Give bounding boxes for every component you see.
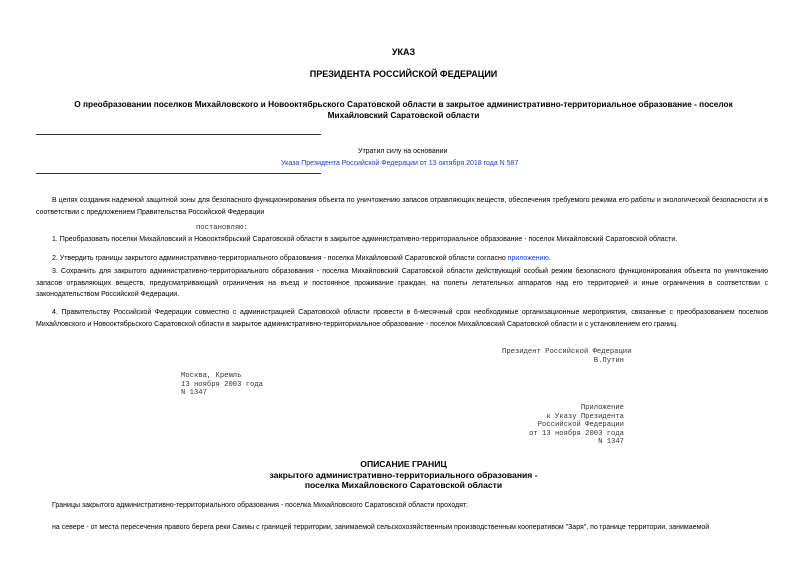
issuer-title: ПРЕЗИДЕНТА РОССИЙСКОЙ ФЕДЕРАЦИИ [309, 69, 498, 79]
appendix-title-line3: поселка Михайловского Саратовской области [304, 480, 503, 490]
paragraph-3: 3. Сохранить для закрытого административно-территориального образования - поселка Михайловский Саратовской области действующий особый режим безопасного функционирования объекта по уничтожению запасов отравляющих веществ, предусматривающий ограничения на въезд и постоянное проживание граждан, на полеты летательных аппаратов над его территорией и иные ограничения в соответствии с законодательством Российской Федерации. [36, 268, 768, 298]
appendix-ref-line4: от 13 ноября 2003 года [529, 429, 624, 438]
number: N 1347 [181, 389, 207, 398]
appendix-ref-line5: N 1347 [598, 438, 624, 447]
boundary-intro: Границы закрытого административно-территориального образования - поселка Михайловского Саратовской области проходят: [52, 502, 469, 509]
place-date-block [181, 372, 263, 398]
paragraph-2-end: . [548, 255, 551, 262]
paragraph-1: 1. Преобразовать поселки Михайловский и Новооктябрьский Саратовской области в закрытое административно-территориальное образование - поселок Михайловский Саратовской области. [52, 236, 678, 243]
repeal-link[interactable]: Указа Президента Российской Федерации от 13 октября 2018 года N 587 [281, 160, 519, 167]
preamble: В целях создания надежной защитной зоны для безопасного функционирования объекта по уничтожению запасов отравляющих веществ, обеспечения требуемого режима его работы и экологической безопасности и в соответствии с предложением Правительства Российской Федерации [36, 197, 768, 216]
paragraph-2 [52, 253, 768, 265]
boundary-north: на севере - от места пересечения правого берега реки Сакмы с границей территории, занимаемой сельскохозяйственным производственным кооперативом "Заря", по границе территории, занимаемой [52, 524, 710, 531]
appendix-reference [520, 404, 624, 447]
signature-block [502, 348, 632, 365]
doc-type-title: УКАЗ [391, 47, 416, 57]
document-name [0, 99, 807, 121]
appendix-title-line1: ОПИСАНИЕ ГРАНИЦ [360, 459, 447, 469]
appendix-link[interactable]: приложению [507, 255, 549, 262]
divider-bottom [36, 173, 321, 174]
decree-word: постановляю: [196, 224, 248, 232]
place: Москва, Кремль [181, 372, 242, 380]
document-name-line2: Михайловский Саратовской области [327, 110, 480, 120]
paragraph-4: 4. Правительству Российской Федерации совместно с администрацией Саратовской области провести в 6-месячный срок необходимые организационные мероприятия, связанные с преобразованием поселков Михайловского и Новооктябрьского Саратовской области в закрытое административно-территориальное образование - поселок Михайловский Саратовской области и с установлением его границ. [36, 309, 768, 328]
date: 13 ноября 2003 года [181, 380, 263, 389]
signature-name: В.Путин [593, 356, 624, 365]
paragraph-2-text: 2. Утвердить границы закрытого административно-территориального образования - поселка Михайловский Саратовской области согласно [52, 255, 508, 262]
status-text: Утратил силу на основании [358, 148, 448, 155]
signature-title: Президент Российской Федерации [502, 348, 632, 356]
appendix-title [0, 459, 807, 491]
appendix-ref-line3: Российской Федерации [537, 421, 624, 430]
appendix-ref-line2: к Указу Президента [546, 412, 624, 421]
divider-top [36, 134, 321, 135]
appendix-ref-line1: Приложение [580, 404, 624, 412]
appendix-title-line2: закрытого административно-территориального образования - [269, 469, 538, 480]
document-name-line1: О преобразовании поселков Михайловского и Новооктябрьского Саратовской области в закрытое административно-территориальное образование - поселок [74, 99, 733, 109]
